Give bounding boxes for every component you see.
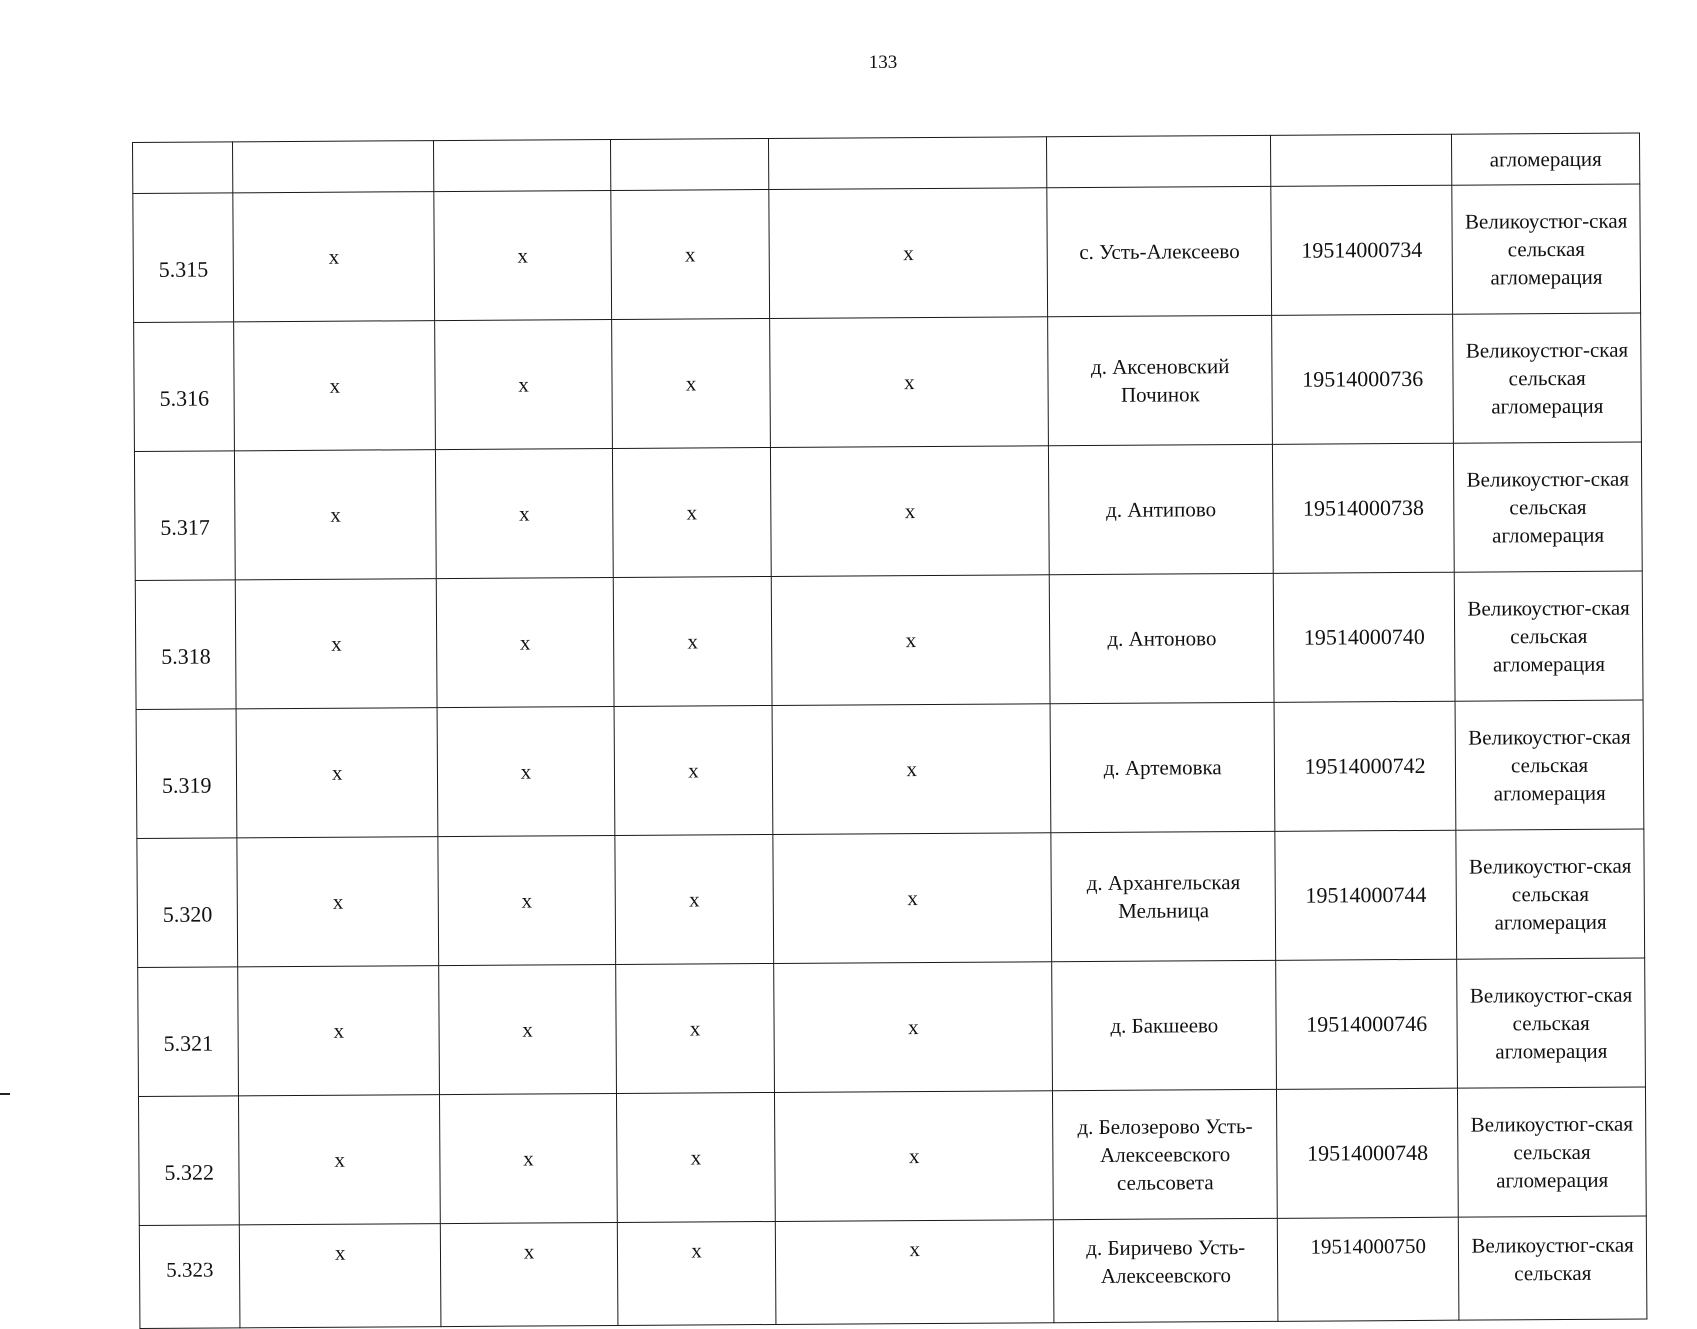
table-cell-num: 5.320 bbox=[137, 838, 238, 968]
table-cell-x: х bbox=[437, 706, 615, 836]
table-cell-settlement: д. Биричево Усть-Алексеевского bbox=[1054, 1218, 1278, 1322]
table-cell-num: 5.319 bbox=[136, 709, 237, 839]
table-cell-agglomeration: Великоустюг-ская сельская агломерация bbox=[1455, 700, 1644, 830]
table-cell-settlement: д. Белозерово Усть-Алексеевского сельсовета bbox=[1053, 1089, 1278, 1219]
table-cell-x: х bbox=[612, 447, 771, 577]
table-cell-x: х bbox=[239, 1095, 441, 1225]
table-cell-num: 5.321 bbox=[138, 967, 239, 1097]
table-cell-agglomeration: Великоустюг-ская сельская агломерация bbox=[1453, 313, 1642, 443]
table-cell-x: х bbox=[611, 189, 770, 319]
table-row bbox=[133, 184, 1641, 322]
table-row bbox=[138, 958, 1646, 1096]
table-cell-x: х bbox=[439, 964, 617, 1094]
table-cell-code: 19514000744 bbox=[1275, 830, 1457, 960]
table-cell-agglomeration: Великоустюг-ская сельская агломерация bbox=[1458, 1087, 1647, 1217]
table-cell-x: х bbox=[769, 188, 1048, 319]
table-cell-x: х bbox=[235, 450, 437, 580]
table-cell-settlement: д. Аксеновский Починок bbox=[1048, 315, 1273, 445]
table-cell-num: 5.318 bbox=[135, 580, 236, 710]
table-cell-x: х bbox=[772, 704, 1051, 835]
table-cell-num: 5.317 bbox=[134, 451, 235, 581]
table-cell-x: х bbox=[613, 576, 772, 706]
table-row bbox=[135, 571, 1643, 709]
table-cell-x: х bbox=[434, 190, 612, 320]
table-cell-agglomeration: Великоустюг-ская сельская агломерация bbox=[1456, 829, 1645, 959]
table-cell-x: х bbox=[436, 448, 614, 578]
table-cell-x: х bbox=[775, 1091, 1054, 1222]
table-cell-x: х bbox=[774, 962, 1053, 1093]
table-cell-x: х bbox=[436, 577, 614, 707]
table-cell-num bbox=[133, 142, 234, 194]
table-cell-x: х bbox=[237, 837, 439, 967]
table-cell-x: х bbox=[614, 705, 773, 835]
table-cell-x: х bbox=[233, 192, 435, 322]
table-cell bbox=[610, 138, 769, 190]
table-cell-x: х bbox=[438, 835, 616, 965]
table-cell-x: х bbox=[771, 446, 1050, 577]
table-cell-x: х bbox=[773, 833, 1052, 964]
table-cell-x: х bbox=[440, 1093, 618, 1223]
table-cell-x: х bbox=[440, 1222, 617, 1326]
settlements-table bbox=[132, 133, 1647, 1329]
table-row bbox=[136, 700, 1644, 838]
table-cell-code: 19514000748 bbox=[1277, 1088, 1459, 1218]
table-cell-x: х bbox=[771, 575, 1050, 706]
table-cell-agglomeration: Великоустюг-ская сельская агломерация bbox=[1454, 571, 1643, 701]
table-cell-agglomeration: Великоустюг-ская сельская bbox=[1459, 1216, 1647, 1320]
table-row-last bbox=[139, 1216, 1647, 1328]
table-cell-agglomeration: Великоустюг-ская сельская агломерация bbox=[1457, 958, 1646, 1088]
table-cell-x: х bbox=[236, 708, 438, 838]
table-cell bbox=[1047, 135, 1271, 187]
table-cell-x: х bbox=[775, 1220, 1054, 1325]
table-cell-settlement: д. Антоново bbox=[1050, 573, 1275, 703]
table-row-continuation bbox=[133, 133, 1640, 193]
table-row bbox=[137, 829, 1645, 967]
table-row bbox=[138, 1087, 1646, 1225]
table-cell-num: 5.316 bbox=[134, 322, 235, 452]
table-cell-agglomeration: Великоустюг-ская сельская агломерация bbox=[1452, 184, 1641, 314]
table-cell-x: х bbox=[615, 834, 774, 964]
table-row bbox=[134, 313, 1642, 451]
table-cell-settlement: д. Антипово bbox=[1049, 444, 1274, 574]
table-cell-settlement: д. Артемовка bbox=[1050, 702, 1275, 832]
table-cell-x: х bbox=[612, 318, 771, 448]
table-cell-num: 5.322 bbox=[138, 1096, 239, 1226]
table-cell-code: 19514000736 bbox=[1272, 314, 1454, 444]
table-cell-x: х bbox=[617, 1221, 776, 1325]
table-cell-code: 19514000746 bbox=[1276, 959, 1458, 1089]
table-cell-x: х bbox=[238, 966, 440, 1096]
margin-mark bbox=[0, 1093, 10, 1095]
table-cell-x: х bbox=[236, 579, 438, 709]
table-cell-num: 5.323 bbox=[139, 1225, 240, 1329]
table-row bbox=[134, 442, 1642, 580]
table-container bbox=[132, 133, 1647, 1329]
table-cell-x: х bbox=[240, 1224, 441, 1328]
table-cell bbox=[1271, 134, 1452, 186]
table-cell-x: х bbox=[770, 317, 1049, 448]
page-number: 133 bbox=[868, 52, 898, 73]
table-cell-x: х bbox=[234, 321, 436, 451]
table-cell bbox=[769, 137, 1048, 190]
table-cell-code: 19514000742 bbox=[1274, 701, 1456, 831]
table-cell-settlement: с. Усть-Алексеево bbox=[1047, 186, 1272, 316]
table-cell-settlement: д. Бакшеево bbox=[1052, 960, 1277, 1090]
table-cell bbox=[434, 139, 611, 191]
table-cell bbox=[233, 141, 434, 193]
table-cell-code: 19514000734 bbox=[1271, 185, 1453, 315]
table-cell-code: 19514000738 bbox=[1273, 443, 1455, 573]
table-cell-code: 19514000740 bbox=[1273, 572, 1455, 702]
table-cell-code: 19514000750 bbox=[1277, 1217, 1459, 1321]
table-cell-settlement: д. Архангельская Мельница bbox=[1051, 831, 1276, 961]
table-cell-x: х bbox=[616, 1092, 775, 1222]
table-cell-x: х bbox=[435, 319, 613, 449]
table-cell-x: х bbox=[616, 963, 775, 1093]
table-cell-num: 5.315 bbox=[133, 193, 234, 323]
table-cell-agglomeration: агломерация bbox=[1452, 133, 1640, 185]
table-cell-agglomeration: Великоустюг-ская сельская агломерация bbox=[1454, 442, 1643, 572]
